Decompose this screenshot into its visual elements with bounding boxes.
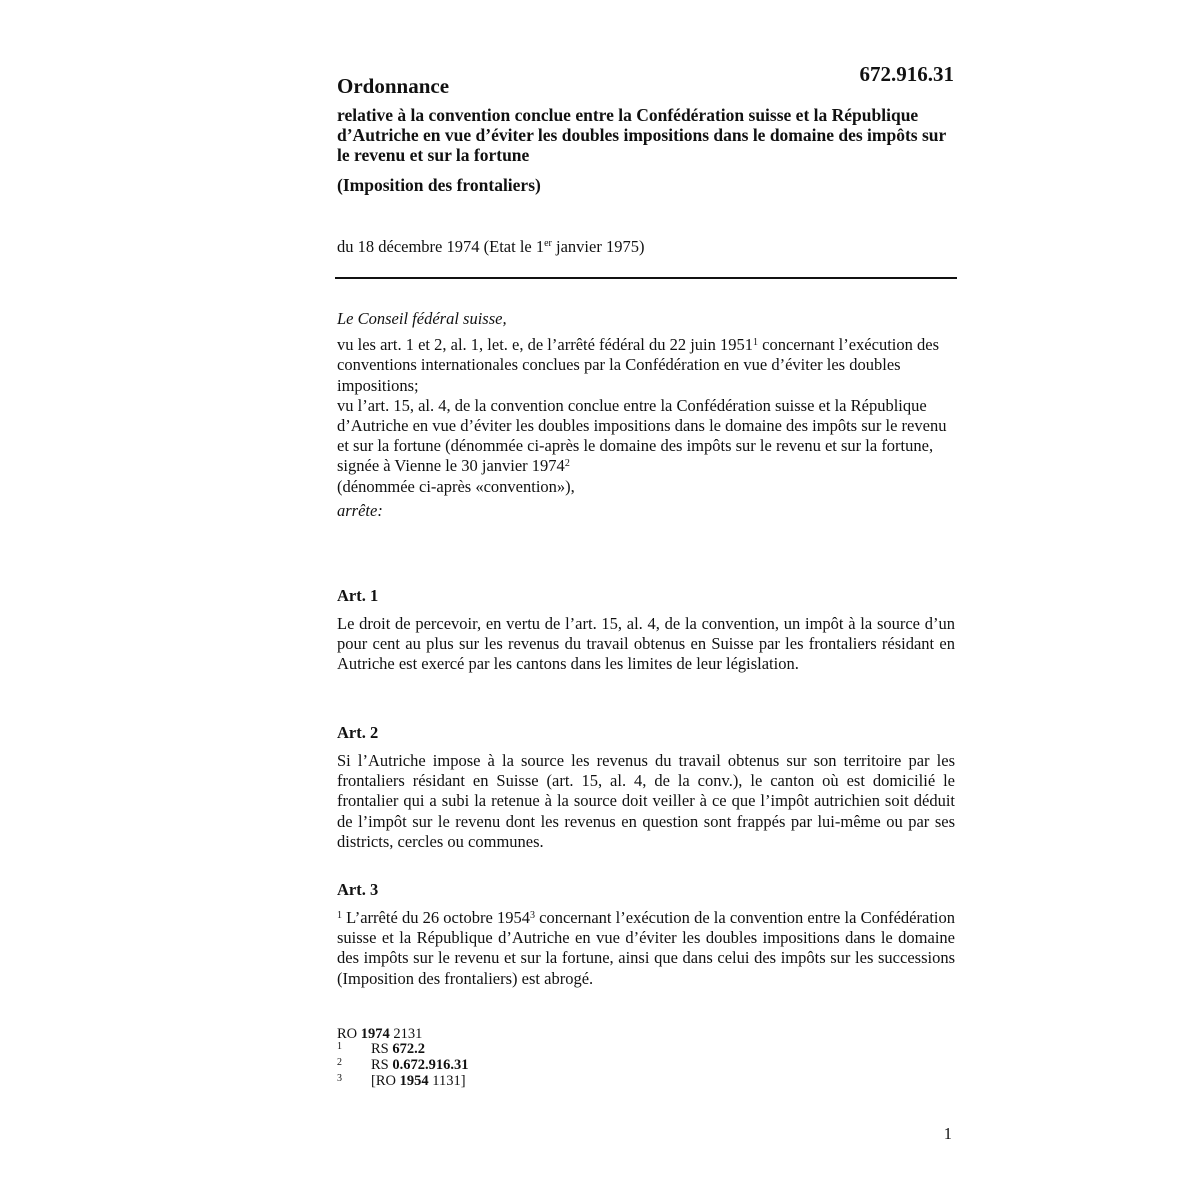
preamble-paragraph-1-text-b: concernant l’exécution des conventions internationales conclues par la Confédération en vue d’éviter les doubles impositions; xyxy=(337,335,939,395)
footnote-ref-2[interactable]: 2 xyxy=(564,458,570,470)
preamble-paragraph-1 xyxy=(337,335,957,396)
date-suffix: janvier 1975) xyxy=(551,237,645,256)
footnote-reference[interactable]: 1954 xyxy=(399,1073,429,1089)
article-1-text: Le droit de percevoir, en vertu de l’art. 15, al. 4, de la convention, un impôt à la source d’un pour cent au plus sur les revenus du travail obtenus en Suisse par les frontaliers résidant en Autriche est exercé par les cantons dans les limites de leur législation. xyxy=(337,614,955,674)
footnote-source-year: 1974 xyxy=(360,1026,390,1042)
article-3-text-a: L’arrêté du 26 octobre 1954 xyxy=(342,908,530,927)
article-2-title: Art. 2 xyxy=(337,723,379,742)
article-3-text xyxy=(337,908,955,989)
document-kind: Ordonnance xyxy=(337,74,450,98)
footnote-prefix: RS xyxy=(371,1041,393,1057)
footnote-text xyxy=(371,1042,425,1057)
paragraph-number: 1 xyxy=(337,910,342,921)
preamble-paragraph-2 xyxy=(337,396,957,497)
footnote-reference[interactable]: 672.2 xyxy=(392,1041,425,1057)
article-2-text: Si l’Autriche impose à la source les revenus du travail obtenus sur son territoire par les frontaliers résidant en Suisse (art. 15, al. 4, de la conv.), le canton où est domicilié le frontalier qui a subi la retenue à la source doit veiller à ce que l’impôt autrichien soit déduit de l’impôt sur le revenu dont les revenus en question sont frappés par lui-même ou par ses districts, cercles ou communes. xyxy=(337,751,955,851)
short-title: (Imposition des frontaliers) xyxy=(337,175,541,195)
footnote-prefix: [RO xyxy=(371,1073,400,1089)
footnote-item xyxy=(337,1074,469,1090)
preamble xyxy=(337,309,957,521)
document-title: relative à la convention conclue entre la Confédération suisse et la République d’Autriche en vue d’éviter les doubles impositions dans le domaine des impôts sur le revenu et sur la fortune xyxy=(337,105,946,165)
page-number: 1 xyxy=(943,1124,952,1143)
footnote-source-page: 2131 xyxy=(389,1026,423,1042)
article-1-title: Art. 1 xyxy=(337,586,379,605)
article-3-text-b: concernant l’exécution de la convention entre la Confédération suisse et la République d’Autriche en vue d’éviter les doubles impositions dans le domaine des impôts sur le revenu et sur la fortune, ainsi que dans celui des impôts sur les successions (Imposition des frontaliers) est abrogé. xyxy=(337,908,955,988)
date-ordinal: er xyxy=(544,238,552,249)
article-3-title: Art. 3 xyxy=(337,880,379,899)
date-prefix: du 18 décembre 1974 (Etat le 1 xyxy=(337,237,545,256)
footnote-text xyxy=(371,1074,466,1089)
document-number: 672.916.31 xyxy=(859,62,954,86)
footnote-text xyxy=(371,1058,469,1073)
footnote-number: 2 xyxy=(337,1057,342,1068)
document-date xyxy=(337,237,644,257)
preamble-authority: Le Conseil fédéral suisse, xyxy=(337,309,507,328)
preamble-paragraph-2-text-b: (dénommée ci-après «convention»), xyxy=(337,476,575,496)
footnote-suffix: 1131] xyxy=(428,1073,466,1089)
footnote-number: 1 xyxy=(337,1041,342,1052)
header-divider xyxy=(335,277,957,279)
preamble-paragraph-2-text-a: vu l’art. 15, al. 4, de la convention conclue entre la Confédération suisse et la République d’Autriche en vue d’éviter les doubles impositions dans le domaine des impôts sur le revenu et sur la fortune (dénommée ci-après le domaine des impôts sur le revenu et sur la fortune, signée à Vienne le 30 janvier 1974 xyxy=(337,395,947,476)
footnote-source-prefix: RO xyxy=(337,1026,361,1042)
footnote-ref-3[interactable]: 3 xyxy=(529,910,535,921)
preamble-paragraph-1-text-a: vu les art. 1 et 2, al. 1, let. e, de l’arrêté fédéral du 22 juin 1951 xyxy=(337,335,754,355)
preamble-decree: arrête: xyxy=(337,500,383,520)
footnote-number: 3 xyxy=(337,1073,342,1084)
footnote-ref-1[interactable]: 1 xyxy=(753,337,759,349)
footnotes xyxy=(337,1027,469,1090)
footnote-reference[interactable]: 0.672.916.31 xyxy=(392,1057,469,1073)
footnote-prefix: RS xyxy=(371,1057,393,1073)
document-page xyxy=(337,0,957,1200)
